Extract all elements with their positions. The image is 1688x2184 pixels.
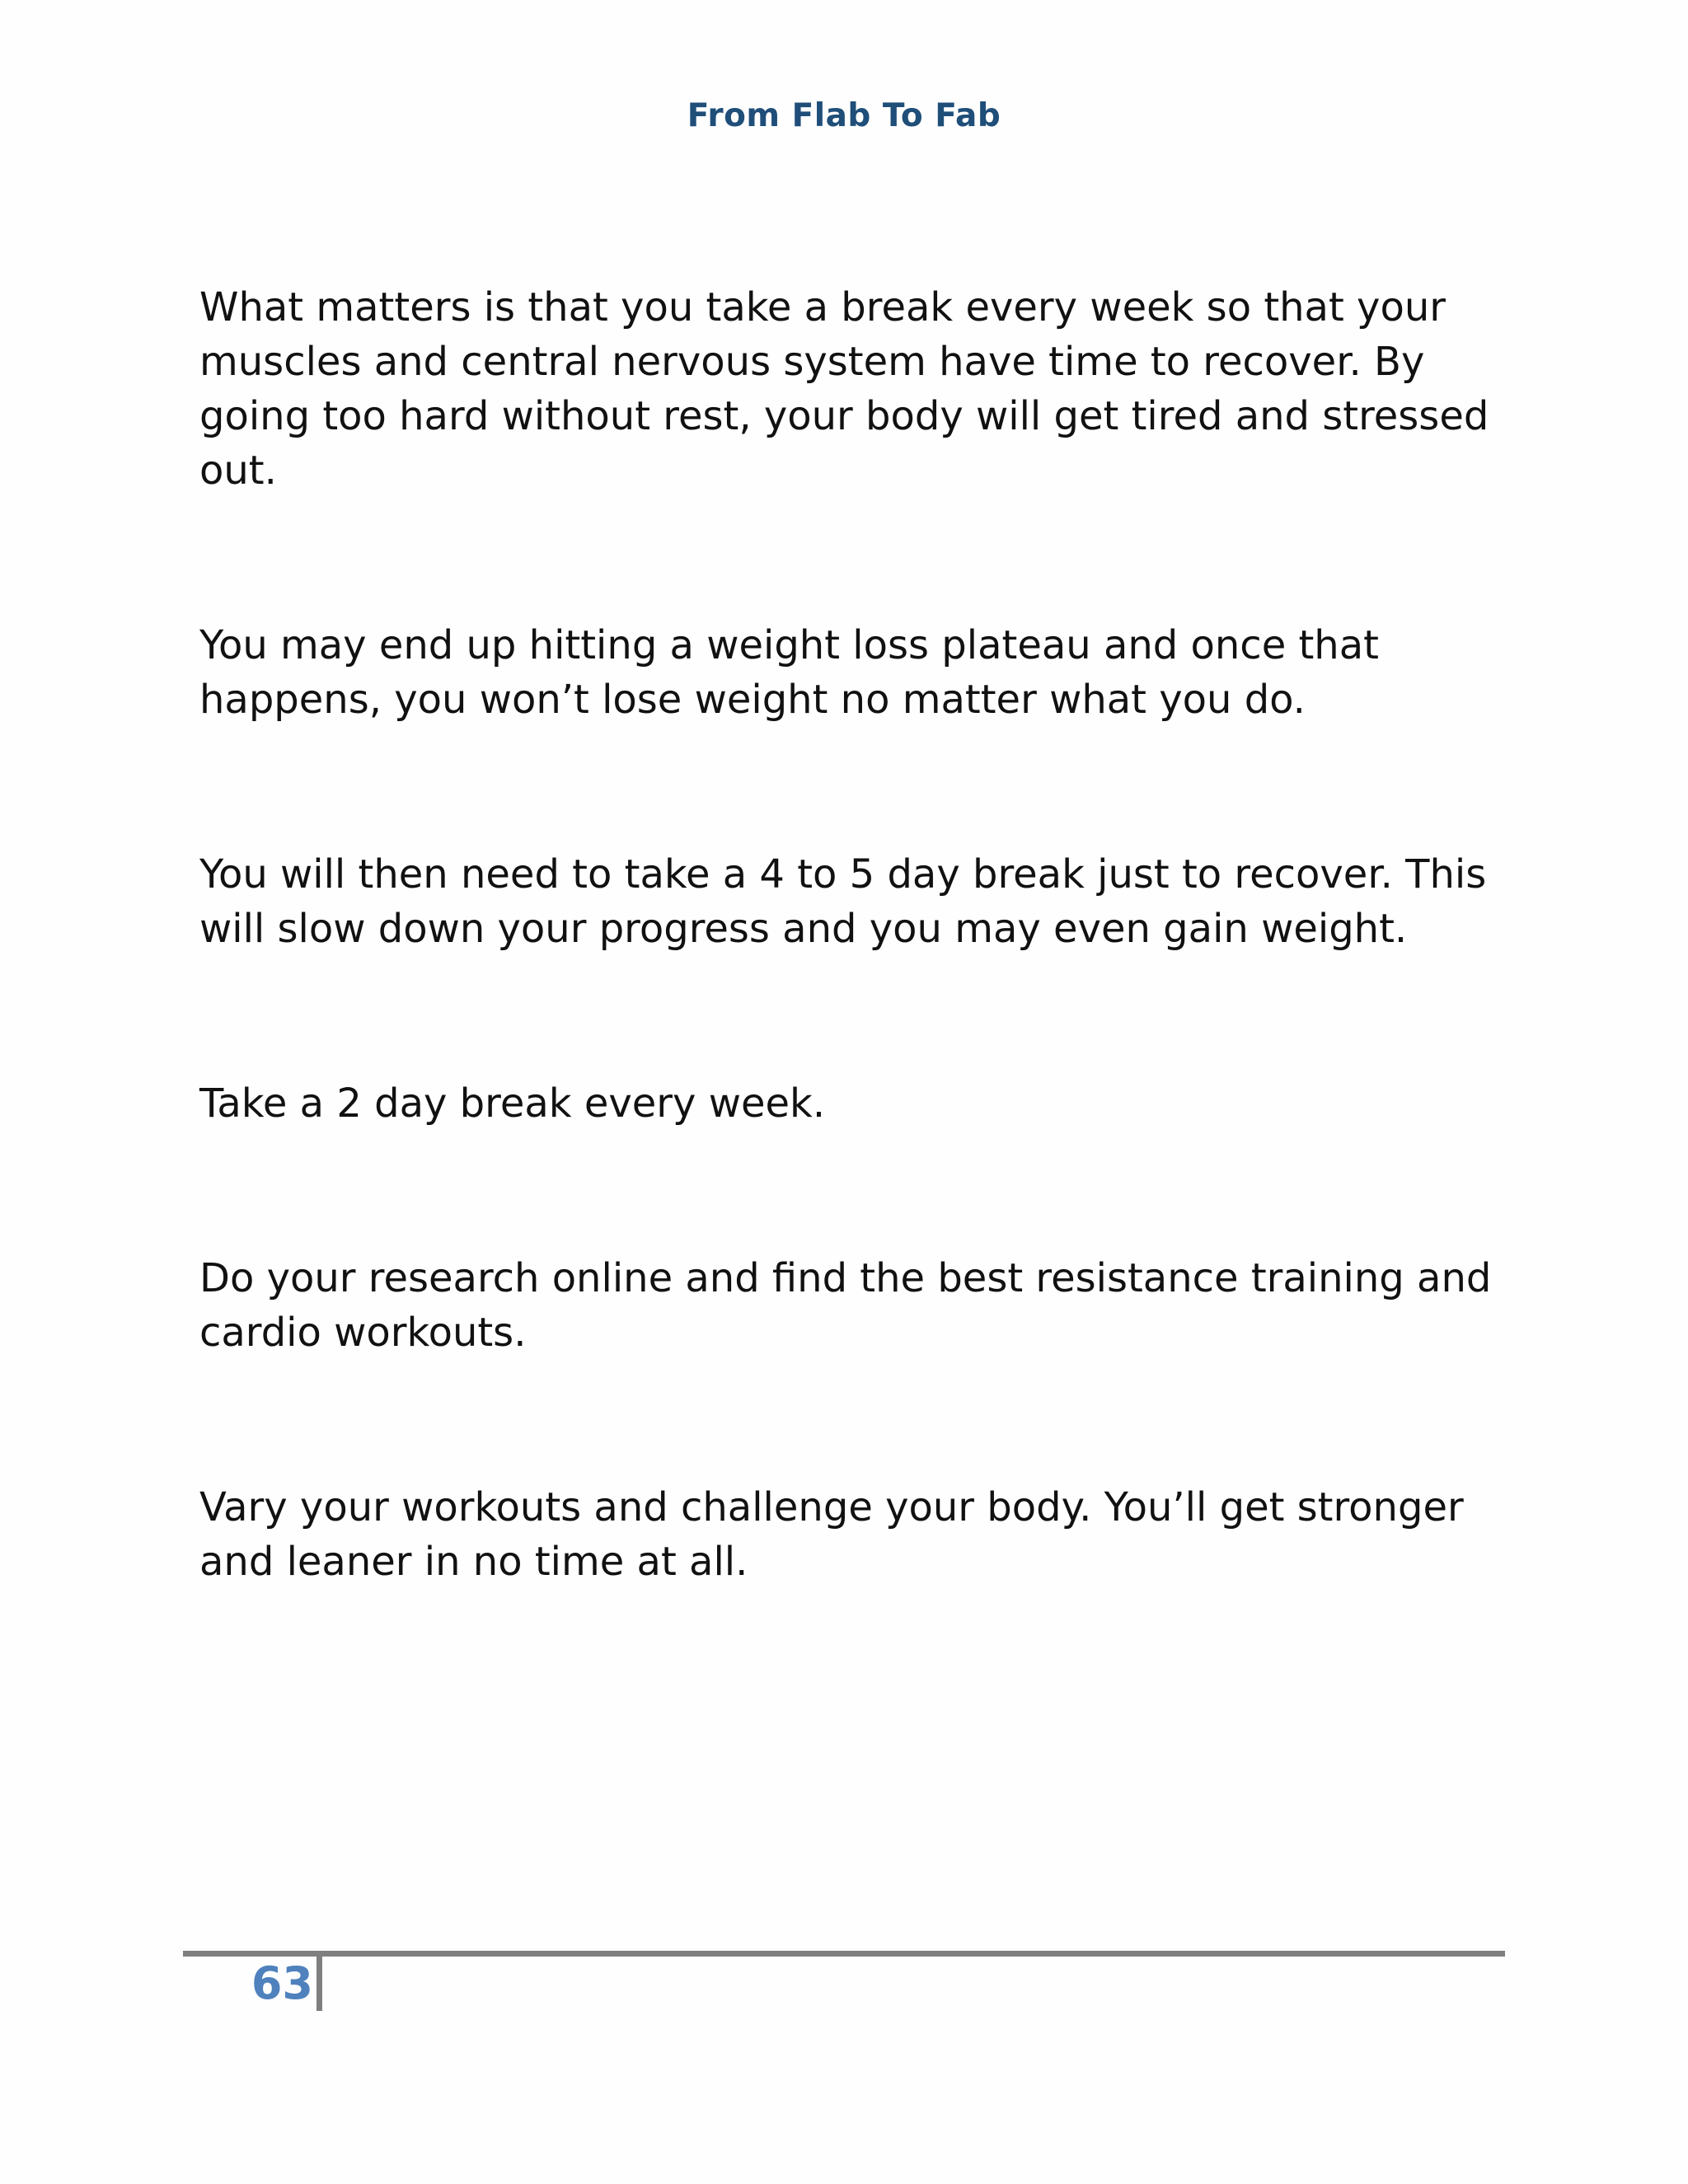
- paragraph: Vary your workouts and challenge your body. You’ll get stronger and leaner in no time at all.: [199, 1484, 1464, 1585]
- page-number: 63: [251, 1957, 313, 2009]
- paragraph: Take a 2 day break every week.: [199, 1080, 826, 1127]
- paragraph: Do your research online and find the best resistance training and cardio workouts.: [199, 1255, 1492, 1356]
- page-number-divider: [316, 1957, 322, 2011]
- body-text: [199, 280, 1510, 1709]
- paragraph: What matters is that you take a break every week so that your muscles and central nervous system have time to recover. By going too hard without rest, your body will get tired and stressed out.: [199, 284, 1489, 494]
- footer-rule: [183, 1951, 1505, 1957]
- paragraph: You may end up hitting a weight loss plateau and once that happens, you won’t lose weight no matter what you do.: [199, 622, 1379, 723]
- paragraph: You will then need to take a 4 to 5 day break just to recover. This will slow down your progress and you may even gain weight.: [199, 851, 1487, 952]
- running-header: From Flab To Fab: [687, 97, 1001, 134]
